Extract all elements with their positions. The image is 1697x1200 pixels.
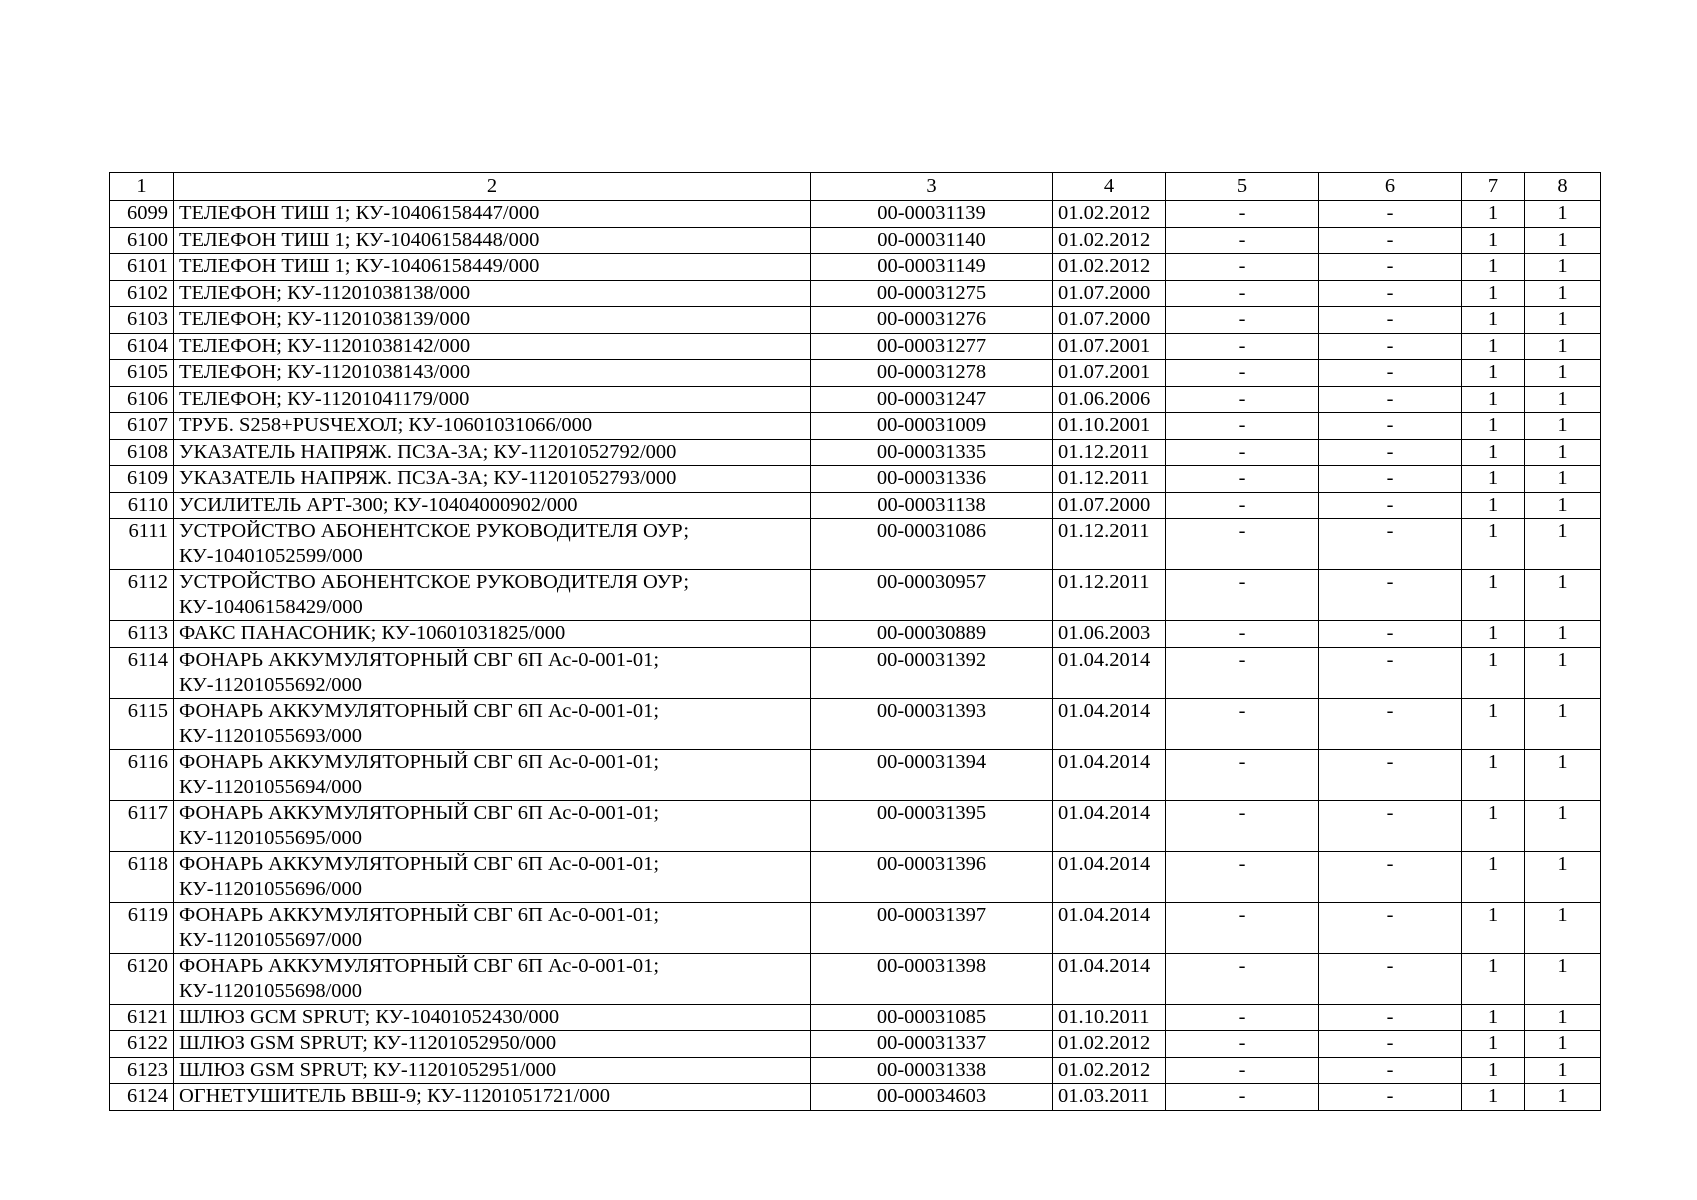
header-col-4: 4 bbox=[1053, 173, 1166, 201]
header-col-3: 3 bbox=[811, 173, 1053, 201]
row-number-cell: 6111 bbox=[110, 519, 174, 570]
col-5-cell: - bbox=[1166, 570, 1319, 621]
item-name-cell: ШЛЮЗ GCM SPRUT; КУ-10401052430/000 bbox=[174, 1004, 811, 1031]
date-cell: 01.10.2011 bbox=[1053, 1004, 1166, 1031]
col-7-cell: 1 bbox=[1462, 1031, 1525, 1058]
date-cell: 01.02.2012 bbox=[1053, 1057, 1166, 1084]
col-8-cell: 1 bbox=[1525, 201, 1601, 228]
row-number-cell: 6110 bbox=[110, 492, 174, 519]
col-6-cell: - bbox=[1319, 1031, 1462, 1058]
row-number-cell: 6120 bbox=[110, 953, 174, 1004]
date-cell: 01.07.2000 bbox=[1053, 307, 1166, 334]
col-7-cell: 1 bbox=[1462, 333, 1525, 360]
header-col-2: 2 bbox=[174, 173, 811, 201]
table-row bbox=[110, 1031, 1601, 1058]
date-cell: 01.07.2000 bbox=[1053, 492, 1166, 519]
item-name-cell: ФОНАРЬ АККУМУЛЯТОРНЫЙ СВГ 6П Ас-0-001-01; КУ-11201055697/000 bbox=[174, 902, 811, 953]
table-row bbox=[110, 280, 1601, 307]
col-5-cell: - bbox=[1166, 953, 1319, 1004]
col-6-cell: - bbox=[1319, 201, 1462, 228]
col-5-cell: - bbox=[1166, 439, 1319, 466]
table-row bbox=[110, 492, 1601, 519]
col-6-cell: - bbox=[1319, 647, 1462, 698]
col-5-cell: - bbox=[1166, 519, 1319, 570]
col-5-cell: - bbox=[1166, 413, 1319, 440]
row-number-cell: 6115 bbox=[110, 698, 174, 749]
col-7-cell: 1 bbox=[1462, 851, 1525, 902]
date-cell: 01.04.2014 bbox=[1053, 902, 1166, 953]
col-8-cell: 1 bbox=[1525, 953, 1601, 1004]
inventory-code-cell: 00-00031337 bbox=[811, 1031, 1053, 1058]
col-5-cell: - bbox=[1166, 360, 1319, 387]
col-7-cell: 1 bbox=[1462, 749, 1525, 800]
item-name-cell: ОГНЕТУШИТЕЛЬ ВВШ-9; КУ-11201051721/000 bbox=[174, 1084, 811, 1111]
col-8-cell: 1 bbox=[1525, 902, 1601, 953]
col-7-cell: 1 bbox=[1462, 953, 1525, 1004]
col-6-cell: - bbox=[1319, 439, 1462, 466]
col-5-cell: - bbox=[1166, 386, 1319, 413]
date-cell: 01.12.2011 bbox=[1053, 439, 1166, 466]
inventory-code-cell: 00-00031393 bbox=[811, 698, 1053, 749]
col-5-cell: - bbox=[1166, 333, 1319, 360]
col-7-cell: 1 bbox=[1462, 1057, 1525, 1084]
col-8-cell: 1 bbox=[1525, 800, 1601, 851]
col-8-cell: 1 bbox=[1525, 413, 1601, 440]
item-name-cell: ФОНАРЬ АККУМУЛЯТОРНЫЙ СВГ 6П Ас-0-001-01; КУ-11201055696/000 bbox=[174, 851, 811, 902]
inventory-code-cell: 00-00031276 bbox=[811, 307, 1053, 334]
date-cell: 01.07.2001 bbox=[1053, 333, 1166, 360]
col-5-cell: - bbox=[1166, 1031, 1319, 1058]
col-7-cell: 1 bbox=[1462, 492, 1525, 519]
inventory-code-cell: 00-00031138 bbox=[811, 492, 1053, 519]
header-col-8: 8 bbox=[1525, 173, 1601, 201]
item-name-cell: УСТРОЙСТВО АБОНЕНТСКОЕ РУКОВОДИТЕЛЯ ОУР; КУ-10401052599/000 bbox=[174, 519, 811, 570]
inventory-code-cell: 00-00031338 bbox=[811, 1057, 1053, 1084]
col-8-cell: 1 bbox=[1525, 360, 1601, 387]
item-name-cell: УСТРОЙСТВО АБОНЕНТСКОЕ РУКОВОДИТЕЛЯ ОУР; КУ-10406158429/000 bbox=[174, 570, 811, 621]
col-7-cell: 1 bbox=[1462, 227, 1525, 254]
header-col-1: 1 bbox=[110, 173, 174, 201]
item-name-cell: ШЛЮЗ GSM SPRUT; КУ-11201052950/000 bbox=[174, 1031, 811, 1058]
col-7-cell: 1 bbox=[1462, 201, 1525, 228]
item-name-cell: ФОНАРЬ АККУМУЛЯТОРНЫЙ СВГ 6П Ас-0-001-01; КУ-11201055694/000 bbox=[174, 749, 811, 800]
item-name-cell: ТЕЛЕФОН; КУ-11201038139/000 bbox=[174, 307, 811, 334]
row-number-cell: 6124 bbox=[110, 1084, 174, 1111]
col-7-cell: 1 bbox=[1462, 1084, 1525, 1111]
row-number-cell: 6117 bbox=[110, 800, 174, 851]
col-8-cell: 1 bbox=[1525, 439, 1601, 466]
col-6-cell: - bbox=[1319, 254, 1462, 281]
col-6-cell: - bbox=[1319, 227, 1462, 254]
row-number-cell: 6100 bbox=[110, 227, 174, 254]
table-row bbox=[110, 647, 1601, 698]
table-row bbox=[110, 570, 1601, 621]
table-row bbox=[110, 1084, 1601, 1111]
date-cell: 01.04.2014 bbox=[1053, 800, 1166, 851]
col-8-cell: 1 bbox=[1525, 492, 1601, 519]
row-number-cell: 6123 bbox=[110, 1057, 174, 1084]
inventory-code-cell: 00-00031139 bbox=[811, 201, 1053, 228]
item-name-cell: ТЕЛЕФОН; КУ-11201038142/000 bbox=[174, 333, 811, 360]
col-5-cell: - bbox=[1166, 466, 1319, 493]
inventory-code-cell: 00-00030957 bbox=[811, 570, 1053, 621]
col-8-cell: 1 bbox=[1525, 647, 1601, 698]
col-6-cell: - bbox=[1319, 519, 1462, 570]
col-5-cell: - bbox=[1166, 851, 1319, 902]
item-name-cell: ФАКС ПАНАСОНИК; КУ-10601031825/000 bbox=[174, 621, 811, 648]
col-8-cell: 1 bbox=[1525, 698, 1601, 749]
row-number-cell: 6099 bbox=[110, 201, 174, 228]
col-8-cell: 1 bbox=[1525, 280, 1601, 307]
inventory-table bbox=[109, 172, 1601, 1111]
item-name-cell: ТРУБ. S258+PUSЧЕХОЛ; КУ-10601031066/000 bbox=[174, 413, 811, 440]
col-5-cell: - bbox=[1166, 227, 1319, 254]
table-header bbox=[110, 173, 1601, 201]
inventory-code-cell: 00-00031392 bbox=[811, 647, 1053, 698]
col-6-cell: - bbox=[1319, 800, 1462, 851]
table-row bbox=[110, 439, 1601, 466]
col-8-cell: 1 bbox=[1525, 570, 1601, 621]
table-row bbox=[110, 307, 1601, 334]
col-6-cell: - bbox=[1319, 492, 1462, 519]
date-cell: 01.07.2001 bbox=[1053, 360, 1166, 387]
col-7-cell: 1 bbox=[1462, 466, 1525, 493]
inventory-code-cell: 00-00031277 bbox=[811, 333, 1053, 360]
col-7-cell: 1 bbox=[1462, 386, 1525, 413]
date-cell: 01.12.2011 bbox=[1053, 466, 1166, 493]
col-7-cell: 1 bbox=[1462, 307, 1525, 334]
item-name-cell: ФОНАРЬ АККУМУЛЯТОРНЫЙ СВГ 6П Ас-0-001-01; КУ-11201055692/000 bbox=[174, 647, 811, 698]
table-row bbox=[110, 227, 1601, 254]
date-cell: 01.02.2012 bbox=[1053, 1031, 1166, 1058]
item-name-cell: УКАЗАТЕЛЬ НАПРЯЖ. ПСЗА-3А; КУ-11201052792/000 bbox=[174, 439, 811, 466]
col-6-cell: - bbox=[1319, 902, 1462, 953]
row-number-cell: 6109 bbox=[110, 466, 174, 493]
table-row bbox=[110, 1004, 1601, 1031]
row-number-cell: 6105 bbox=[110, 360, 174, 387]
header-col-5: 5 bbox=[1166, 173, 1319, 201]
col-5-cell: - bbox=[1166, 280, 1319, 307]
col-6-cell: - bbox=[1319, 621, 1462, 648]
col-6-cell: - bbox=[1319, 851, 1462, 902]
col-8-cell: 1 bbox=[1525, 333, 1601, 360]
col-7-cell: 1 bbox=[1462, 360, 1525, 387]
col-6-cell: - bbox=[1319, 1057, 1462, 1084]
item-name-cell: УКАЗАТЕЛЬ НАПРЯЖ. ПСЗА-3А; КУ-11201052793/000 bbox=[174, 466, 811, 493]
col-8-cell: 1 bbox=[1525, 621, 1601, 648]
date-cell: 01.06.2006 bbox=[1053, 386, 1166, 413]
row-number-cell: 6121 bbox=[110, 1004, 174, 1031]
col-5-cell: - bbox=[1166, 647, 1319, 698]
date-cell: 01.04.2014 bbox=[1053, 647, 1166, 698]
header-col-7: 7 bbox=[1462, 173, 1525, 201]
row-number-cell: 6112 bbox=[110, 570, 174, 621]
header-col-6: 6 bbox=[1319, 173, 1462, 201]
col-8-cell: 1 bbox=[1525, 749, 1601, 800]
table-row bbox=[110, 621, 1601, 648]
row-number-cell: 6113 bbox=[110, 621, 174, 648]
row-number-cell: 6102 bbox=[110, 280, 174, 307]
col-6-cell: - bbox=[1319, 280, 1462, 307]
item-name-cell: ШЛЮЗ GSM SPRUT; КУ-11201052951/000 bbox=[174, 1057, 811, 1084]
inventory-code-cell: 00-00031149 bbox=[811, 254, 1053, 281]
col-6-cell: - bbox=[1319, 333, 1462, 360]
row-number-cell: 6104 bbox=[110, 333, 174, 360]
col-7-cell: 1 bbox=[1462, 800, 1525, 851]
col-7-cell: 1 bbox=[1462, 439, 1525, 466]
col-5-cell: - bbox=[1166, 621, 1319, 648]
date-cell: 01.04.2014 bbox=[1053, 749, 1166, 800]
inventory-code-cell: 00-00031009 bbox=[811, 413, 1053, 440]
date-cell: 01.04.2014 bbox=[1053, 851, 1166, 902]
table-row bbox=[110, 254, 1601, 281]
col-5-cell: - bbox=[1166, 307, 1319, 334]
col-8-cell: 1 bbox=[1525, 254, 1601, 281]
col-8-cell: 1 bbox=[1525, 466, 1601, 493]
inventory-code-cell: 00-00034603 bbox=[811, 1084, 1053, 1111]
col-6-cell: - bbox=[1319, 1004, 1462, 1031]
row-number-cell: 6116 bbox=[110, 749, 174, 800]
inventory-code-cell: 00-00031336 bbox=[811, 466, 1053, 493]
table-row bbox=[110, 333, 1601, 360]
row-number-cell: 6122 bbox=[110, 1031, 174, 1058]
date-cell: 01.12.2011 bbox=[1053, 519, 1166, 570]
row-number-cell: 6106 bbox=[110, 386, 174, 413]
row-number-cell: 6108 bbox=[110, 439, 174, 466]
date-cell: 01.10.2001 bbox=[1053, 413, 1166, 440]
item-name-cell: ТЕЛЕФОН ТИШ 1; КУ-10406158448/000 bbox=[174, 227, 811, 254]
col-5-cell: - bbox=[1166, 492, 1319, 519]
col-5-cell: - bbox=[1166, 1057, 1319, 1084]
inventory-code-cell: 00-00031278 bbox=[811, 360, 1053, 387]
table-row bbox=[110, 749, 1601, 800]
col-7-cell: 1 bbox=[1462, 621, 1525, 648]
table-row bbox=[110, 1057, 1601, 1084]
item-name-cell: ФОНАРЬ АККУМУЛЯТОРНЫЙ СВГ 6П Ас-0-001-01; КУ-11201055695/000 bbox=[174, 800, 811, 851]
item-name-cell: ТЕЛЕФОН; КУ-11201041179/000 bbox=[174, 386, 811, 413]
row-number-cell: 6103 bbox=[110, 307, 174, 334]
table-row bbox=[110, 413, 1601, 440]
col-5-cell: - bbox=[1166, 749, 1319, 800]
row-number-cell: 6119 bbox=[110, 902, 174, 953]
col-6-cell: - bbox=[1319, 360, 1462, 387]
date-cell: 01.12.2011 bbox=[1053, 570, 1166, 621]
inventory-code-cell: 00-00031398 bbox=[811, 953, 1053, 1004]
col-8-cell: 1 bbox=[1525, 307, 1601, 334]
date-cell: 01.02.2012 bbox=[1053, 227, 1166, 254]
col-6-cell: - bbox=[1319, 749, 1462, 800]
col-8-cell: 1 bbox=[1525, 1084, 1601, 1111]
inventory-code-cell: 00-00031394 bbox=[811, 749, 1053, 800]
inventory-code-cell: 00-00031086 bbox=[811, 519, 1053, 570]
col-6-cell: - bbox=[1319, 698, 1462, 749]
date-cell: 01.04.2014 bbox=[1053, 698, 1166, 749]
item-name-cell: УСИЛИТЕЛЬ АРТ-300; КУ-10404000902/000 bbox=[174, 492, 811, 519]
table-row bbox=[110, 466, 1601, 493]
table-row bbox=[110, 902, 1601, 953]
item-name-cell: ФОНАРЬ АККУМУЛЯТОРНЫЙ СВГ 6П Ас-0-001-01; КУ-11201055698/000 bbox=[174, 953, 811, 1004]
item-name-cell: ТЕЛЕФОН ТИШ 1; КУ-10406158447/000 bbox=[174, 201, 811, 228]
col-7-cell: 1 bbox=[1462, 698, 1525, 749]
date-cell: 01.03.2011 bbox=[1053, 1084, 1166, 1111]
col-5-cell: - bbox=[1166, 201, 1319, 228]
header-row bbox=[110, 173, 1601, 201]
inventory-code-cell: 00-00031275 bbox=[811, 280, 1053, 307]
inventory-code-cell: 00-00031247 bbox=[811, 386, 1053, 413]
col-7-cell: 1 bbox=[1462, 647, 1525, 698]
date-cell: 01.06.2003 bbox=[1053, 621, 1166, 648]
col-6-cell: - bbox=[1319, 386, 1462, 413]
col-5-cell: - bbox=[1166, 1004, 1319, 1031]
col-7-cell: 1 bbox=[1462, 413, 1525, 440]
item-name-cell: ТЕЛЕФОН; КУ-11201038138/000 bbox=[174, 280, 811, 307]
inventory-code-cell: 00-00031335 bbox=[811, 439, 1053, 466]
date-cell: 01.04.2014 bbox=[1053, 953, 1166, 1004]
col-6-cell: - bbox=[1319, 466, 1462, 493]
col-5-cell: - bbox=[1166, 902, 1319, 953]
col-7-cell: 1 bbox=[1462, 902, 1525, 953]
col-5-cell: - bbox=[1166, 698, 1319, 749]
col-7-cell: 1 bbox=[1462, 519, 1525, 570]
inventory-code-cell: 00-00030889 bbox=[811, 621, 1053, 648]
date-cell: 01.02.2012 bbox=[1053, 201, 1166, 228]
table-row bbox=[110, 698, 1601, 749]
table-row bbox=[110, 519, 1601, 570]
row-number-cell: 6118 bbox=[110, 851, 174, 902]
inventory-code-cell: 00-00031085 bbox=[811, 1004, 1053, 1031]
col-5-cell: - bbox=[1166, 1084, 1319, 1111]
item-name-cell: ТЕЛЕФОН ТИШ 1; КУ-10406158449/000 bbox=[174, 254, 811, 281]
inventory-code-cell: 00-00031140 bbox=[811, 227, 1053, 254]
col-8-cell: 1 bbox=[1525, 386, 1601, 413]
inventory-code-cell: 00-00031397 bbox=[811, 902, 1053, 953]
col-6-cell: - bbox=[1319, 1084, 1462, 1111]
date-cell: 01.02.2012 bbox=[1053, 254, 1166, 281]
col-7-cell: 1 bbox=[1462, 280, 1525, 307]
col-7-cell: 1 bbox=[1462, 254, 1525, 281]
date-cell: 01.07.2000 bbox=[1053, 280, 1166, 307]
item-name-cell: ТЕЛЕФОН; КУ-11201038143/000 bbox=[174, 360, 811, 387]
table-row bbox=[110, 201, 1601, 228]
table-row bbox=[110, 953, 1601, 1004]
item-name-cell: ФОНАРЬ АККУМУЛЯТОРНЫЙ СВГ 6П Ас-0-001-01; КУ-11201055693/000 bbox=[174, 698, 811, 749]
inventory-code-cell: 00-00031395 bbox=[811, 800, 1053, 851]
col-7-cell: 1 bbox=[1462, 570, 1525, 621]
row-number-cell: 6107 bbox=[110, 413, 174, 440]
col-8-cell: 1 bbox=[1525, 519, 1601, 570]
row-number-cell: 6101 bbox=[110, 254, 174, 281]
col-8-cell: 1 bbox=[1525, 851, 1601, 902]
col-8-cell: 1 bbox=[1525, 1057, 1601, 1084]
col-7-cell: 1 bbox=[1462, 1004, 1525, 1031]
col-8-cell: 1 bbox=[1525, 1004, 1601, 1031]
col-6-cell: - bbox=[1319, 307, 1462, 334]
col-6-cell: - bbox=[1319, 953, 1462, 1004]
col-5-cell: - bbox=[1166, 254, 1319, 281]
col-8-cell: 1 bbox=[1525, 1031, 1601, 1058]
table-body bbox=[110, 201, 1601, 1111]
table-row bbox=[110, 386, 1601, 413]
table-row bbox=[110, 800, 1601, 851]
col-5-cell: - bbox=[1166, 800, 1319, 851]
col-6-cell: - bbox=[1319, 413, 1462, 440]
inventory-code-cell: 00-00031396 bbox=[811, 851, 1053, 902]
table-row bbox=[110, 851, 1601, 902]
table-row bbox=[110, 360, 1601, 387]
col-6-cell: - bbox=[1319, 570, 1462, 621]
col-8-cell: 1 bbox=[1525, 227, 1601, 254]
row-number-cell: 6114 bbox=[110, 647, 174, 698]
